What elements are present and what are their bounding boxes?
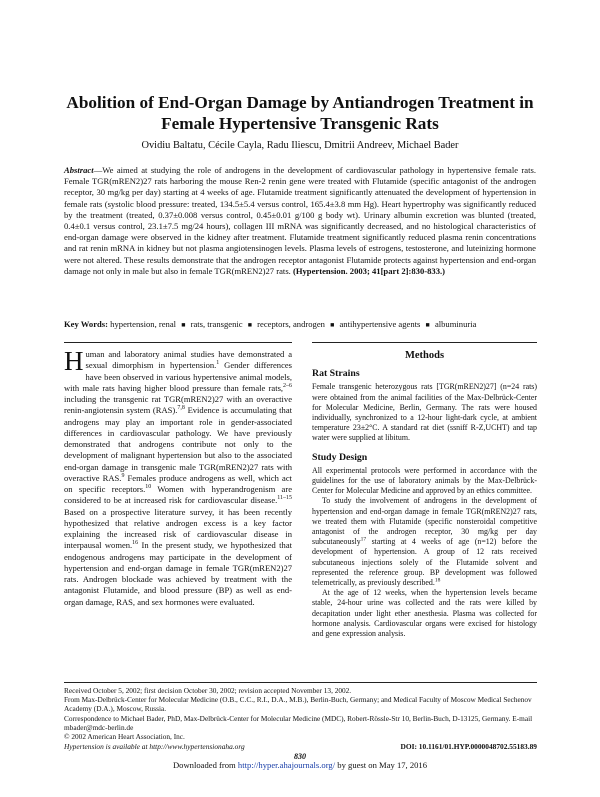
reference-marker: 7,8 [177,405,185,412]
keyword-separator: ■ [181,321,186,329]
author-list: Ovidiu Baltatu, Cécile Cayla, Radu Iliescu, Dmitrii Andreev, Michael Bader [141,140,459,151]
download-suffix: by guest on May 17, 2016 [335,760,428,770]
copyright: © 2002 American Heart Association, Inc. [64,732,185,742]
footnote-rule [64,682,537,683]
reference-marker: 17 [360,536,367,543]
intro-text: uman and laboratory animal studies have demonstrated a sexual dimorphism in hypertension. [85,349,292,371]
keyword-item: antihypertensive agents [339,319,421,329]
reference-marker: 2–6 [283,382,292,389]
intro-text: Gender differences have been observed in various hypertensive animal models, with male rats having higher blood pressure than female rats, [64,360,292,393]
keyword-separator: ■ [425,321,430,329]
journal-link[interactable]: http://hyper.ahajournals.org/ [237,760,336,770]
methods-heading: Methods [404,350,445,361]
study-design-paragraph: At the age of 12 weeks, when the hypertension levels became stable, 24-hour urine was collected and the rats were killed by decapitation under light ether anesthesia. Plasma was collected for hormone analysis. Cardiovascular organs were excised for histology and gene expression analysis. [312,588,537,639]
article-title: Abolition of End-Organ Damage by Antiandrogen Treatment in Female Hypertensive Transgenic Rats [66,93,534,133]
reference-marker: 9 [121,472,125,479]
reference-marker: 18 [434,577,441,584]
rat-strains-heading: Rat Strains [312,368,360,380]
correspondence: Correspondence to Michael Bader, PhD, Max-Delbrück-Center for Molecular Medicine (MDC), Robert-Rössle-Str 10, Berlin-Buch, D-13125, Germany. E-mail mbader@mdc-berlin.de [64,713,533,732]
intro-text: Females produce androgens as well, which act on specific receptors. [64,472,292,494]
abstract-text: —We aimed at studying the role of androgens in the development of cardiovascular pathology in hypertensive female rats. Female TGR(mREN2)27 rats harboring the mouse Ren-2 renin gene were treated with Flutamide (specific antagonist of the androgen receptor, 30 mg/kg per day) starting at 4 weeks of age. Flutamide treatment significantly attenuated the development of hypertension in female rats (systolic blood pressure: treated, 134.5±5.4 versus control, 165.4±3.8 mm Hg). Heart hypertrophy was significantly reduced by the treatment (treated, 0.37±0.008 versus control, 0.45±0.01 g/100 g body wt). Urinary albumin excretion was blunted (treated, 0.4±0.1 versus control, 23.1±7.5 mg/24 hours), collagen III mRNA was significantly decreased, and no histological characteristics of end-organ damage were observed in the kidney after treatment. Flutamide treatment significantly reduced plasma renin concentrations and rat renin mRNA in kidney but not plasma angiotensinogen levels. Plasma levels of estrogens, testosterone, and luteinizing hormone were not altered. These results demonstrate that the androgen receptor antagonist Flutamide protects against hypertension and end-organ damage not only in male but also in female TGR(mREN2)27 rats. [64,165,536,276]
journal-availability: Hypertension is available at http://www.hypertensionaha.org [64,742,245,751]
keyword-item: rats, transgenic [190,319,243,329]
affiliations: From Max-Delbrück-Center for Molecular Medicine (O.B., C.C., R.I., D.A., M.B.), Berlin-Buch, Germany; and Medical Faculty of Moscow Medical Sechenov Academy (D.A.), Moscow, Russia. [64,695,532,714]
doi: DOI: 10.1161/01.HYP.0000048702.55183.89 [400,742,537,751]
study-design-paragraph: All experimental protocols were performed in accordance with the guidelines for the use of laboratory animals by the Max-Delbrück-Center for Molecular Medicine and approved by an ethics committee. [312,465,537,496]
reference-marker: 1 [216,360,220,367]
page-number: 830 [294,752,306,761]
reference-marker: 16 [132,540,139,547]
keywords-label: Key Words: [64,319,109,329]
drop-cap: H [64,346,84,376]
study-design-heading: Study Design [312,451,368,463]
download-prefix: Downloaded from [172,760,238,770]
journal-info-line [64,742,537,751]
intro-text: Women with hyperandrogenism are considered to be at increased risk for cardiovascular disease. [64,484,292,506]
abstract [64,165,536,277]
reference-marker: 11–15 [277,495,292,502]
study-design-paragraph [312,496,537,588]
keyword-item: receptors, androgen [257,319,325,329]
footnotes [64,686,537,741]
abstract-citation: (Hypertension. 2003; 41[part 2]:830-833.) [292,265,446,276]
methods-column [312,349,537,639]
keyword-separator: ■ [247,321,253,329]
intro-text: Evidence is accumulating that androgens may play an important role in gender-associated differences in cardiovascular pathology. We have previously demonstrated that androgens contribute not only to the development of malignant hypertension but also to the associated end-organ damage in transgenic male TGR(mREN2)27 rats with overactive RAS. [64,405,292,483]
intro-text: In the present study, we hypothesized that endogenous androgens may participate in the development of hypertension and end-organ damage in female TGR(mREN2)27 rats. Androgen blockade was achieved by treatment with the antagonist Flutamide, and blood pressure (BP) as well as end-organ damage, RAS, and sex hormones were evaluated. [64,540,292,607]
keyword-item: albuminuria [434,319,477,329]
reference-marker: 10 [145,484,152,491]
keyword-separator: ■ [330,321,335,329]
keywords [64,319,536,331]
keyword-item: hypertension, renal [110,319,177,329]
introduction-column [64,346,292,608]
received-dates: Received October 5, 2002; first decision October 30, 2002; revision accepted November 13, 2002. [64,686,352,695]
intro-text: Based on a prospective literature survey, it has been recently hypothesized that relative androgen excess is a key factor explaining the increased risk of cardiovascular disease in interpausal women. [64,506,292,551]
study-design-text: starting at 4 weeks of age (n=12) before the development of hypertension. A group of 12 rats received subcutaneous injections solely of the Flutamide solvent and represented the reference group. BP development was followed telemetrically, as previously described. [312,537,537,588]
study-design-text: To study the involvement of androgens in the development of hypertension and end-organ damage in female TGR(mREN2)27 rats, we treated them with Flutamide (specific nonsteroidal competitive antagonist of the androgen receptor, 30 mg/kg per day subcutaneously [312,496,537,547]
left-column-rule [64,342,292,343]
download-notice [0,760,600,770]
right-column-rule [312,342,537,343]
intro-text: including the transgenic rat TGR(mREN2)27 with an overactive renin-angiotensin system (RAS). [64,394,292,416]
rat-strains-text: Female transgenic heterozygous rats [TGR(mREN2)27] (n=24 rats) were obtained from the animal facilities of the Max-Delbrück-Center for Molecular Medicine, Berlin, Germany. The rats were housed individually, synchronized to a 12-hour light-dark cycle, at ambient temperature 23±2°C. A standard rat diet (ssniff R-Z,UCHT) and tap water were supplied at libitum. [312,382,537,443]
abstract-label: Abstract [64,165,94,175]
